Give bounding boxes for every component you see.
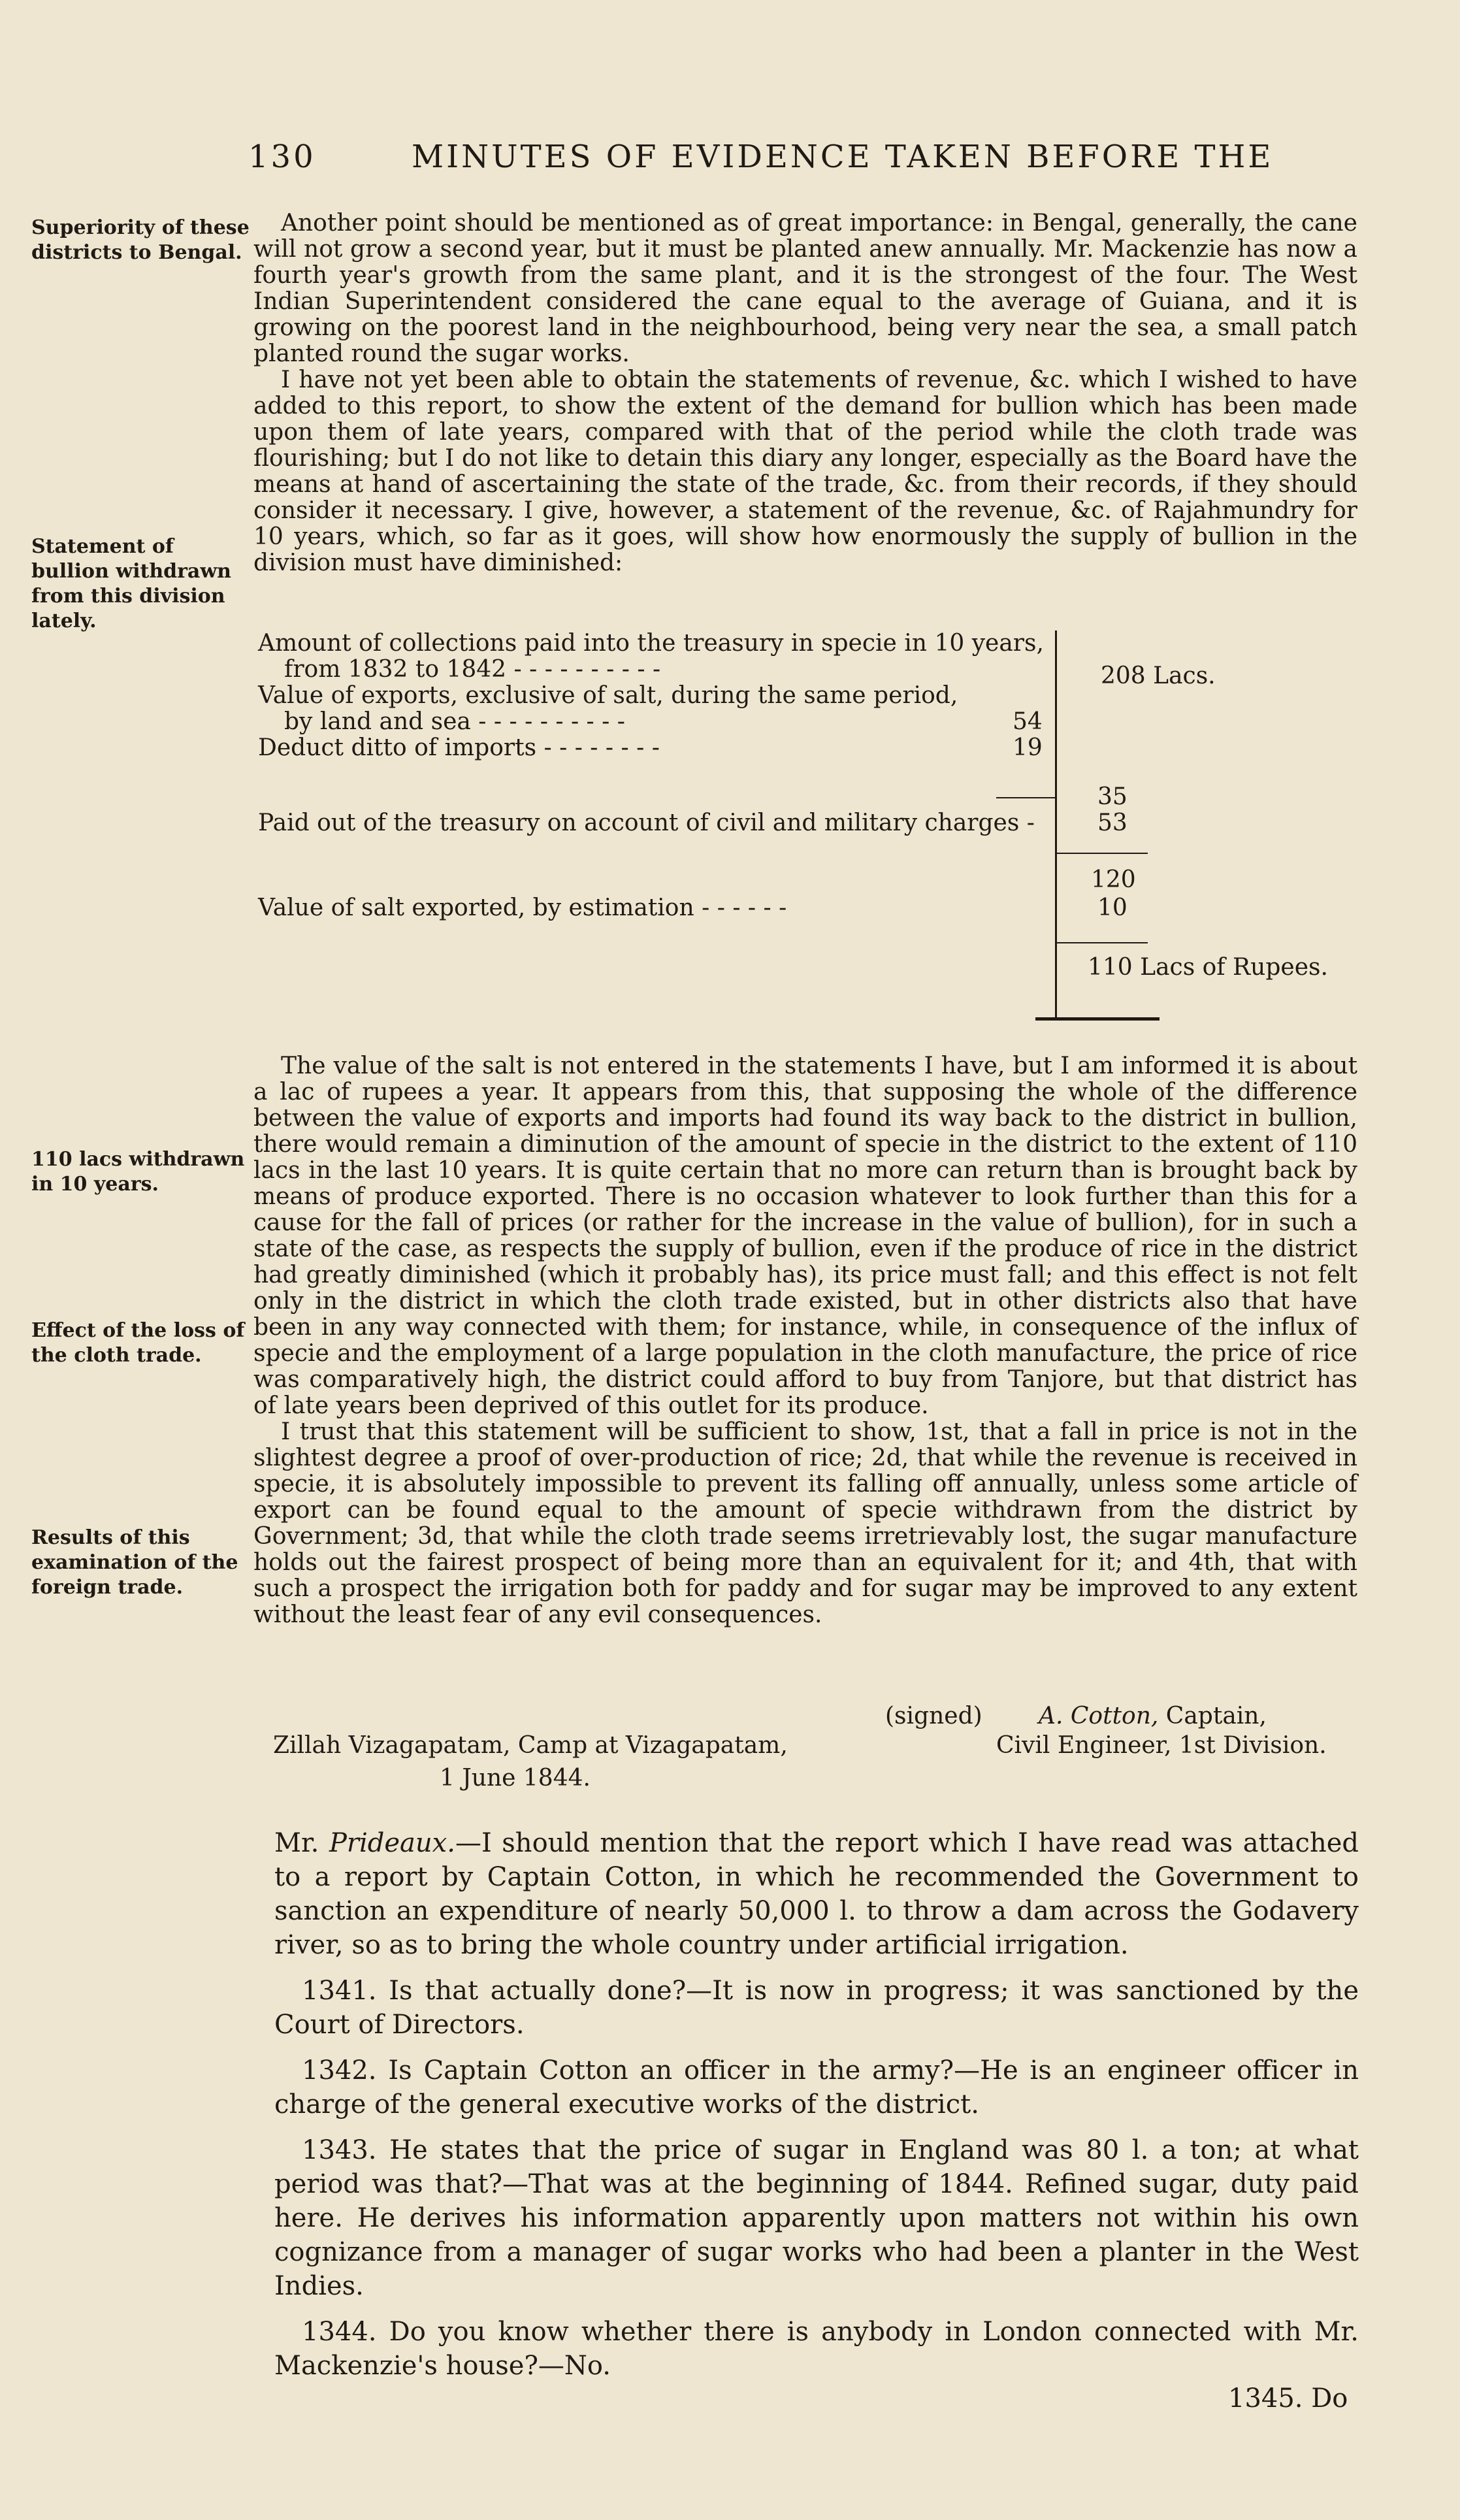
- paragraph-bullion-statement: I have not yet been able to obtain the statements of revenue, &c. which I wished to have added to this report, to show the extent of the demand for bullion which has been made upon them of late years, compared with that of the period while the cloth trade was flourishing; but I do not like to detain this diary any longer, especially as the Board have the means at hand of ascertaining the state of the trade, &c. from their records, if they should consider it necessary. I give, however, a statement of the revenue, &c. of Rajahmundry for 10 years, which, so far as it goes, will show how enormously the supply of bullion in the division must have diminished:: [253, 367, 1357, 576]
- table-value-imports: 19: [1013, 734, 1043, 761]
- testimony-intro-text: —I should mention that the report which I have read was attached to a report by Captain Cotton, in which he recommended the Government to sanction an expenditure of nearly 50,000 l. to throw a dam across the Godavery river, so as to bring the whole country under artificial irrigation.: [274, 1828, 1359, 1960]
- question-1343: 1343. He states that the price of sugar in England was 80 l. a ton; at what period was that?—That was at the beginning of 1844. Refined sugar, duty paid here. He derives his information apparently upon matters not within his own cognizance from a manager of sugar works who had been a planter in the West Indies.: [274, 2135, 1359, 2301]
- table-value-subtotal: 120: [1091, 866, 1136, 893]
- table-row-charges: Paid out of the treasury on account of civil and military charges -: [258, 810, 1035, 836]
- question-1342: 1342. Is Captain Cotton an officer in the army?—He is an engineer officer in charge of the general executive works of the district.: [274, 2055, 1359, 2119]
- signatory-rank: Captain,: [1165, 1703, 1267, 1729]
- revenue-statement-table: [258, 630, 1369, 1029]
- signed-label: (signed): [885, 1703, 982, 1729]
- table-column-rule: [1055, 630, 1057, 1019]
- question-1344: 1344. Do you know whether there is anybody in London connected with Mr. Mackenzie's house?—No.: [274, 2317, 1359, 2381]
- signature-place: Zillah Vizagapatam, Camp at Vizagapatam,: [273, 1732, 788, 1759]
- body-text-bottom: [253, 1053, 1357, 1628]
- table-value-total: 110 Lacs of Rupees.: [1088, 954, 1328, 981]
- signatory-name: A. Cotton,: [1039, 1703, 1159, 1729]
- running-title: MINUTES OF EVIDENCE TAKEN BEFORE THE: [412, 139, 1274, 175]
- page-number: 130: [248, 139, 316, 175]
- question-1341: 1341. Is that actually done?—It is now in progress; it was sanctioned by the Court of Directors.: [274, 1976, 1359, 2040]
- table-rule-subtotal: [1056, 853, 1148, 854]
- catchword: 1345. Do: [1228, 2383, 1348, 2414]
- margin-note-cloth: Effect of the loss of the cloth trade.: [31, 1319, 245, 1367]
- signature-date: 1 June 1844.: [440, 1765, 591, 1792]
- table-row-imports: Deduct ditto of imports - - - - - - - -: [258, 734, 660, 761]
- paragraph-conclusions: I trust that this statement will be sufficient to show, 1st, that a fall in price is not in the slightest degree a proof of over-production of rice; 2d, that while the revenue is received in specie, it is absolutely impossible to prevent its falling off annually, unless some article of export can be found equal to the amount of specie withdrawn from the district by Government; 3d, that while the cloth trade seems irretrievably lost, the sugar manufacture holds out the fairest prospect of being more than an equivalent for it; and 4th, that with such a prospect the irrigation both for paddy and for sugar may be improved to any extent without the least fear of any evil consequences.: [253, 1418, 1357, 1628]
- body-text-top: [253, 210, 1357, 576]
- margin-note-results: Results of this examination of the foreign trade.: [31, 1526, 238, 1599]
- table-rule-total: [1056, 942, 1148, 943]
- paragraph-salt-value: The value of the salt is not entered in the statements I have, but I am informed it is about a lac of rupees a year. It appears from this, that supposing the whole of the difference between the value of exports and imports had found its way back to the district in bullion, there would remain a diminution of the amount of specie in the district to the extent of 110 lacs in the last 10 years. It is quite certain that no more can return than is brought back by means of produce exported. There is no occasion whatever to look further than this for a cause for the fall of prices (or rather for the increase in the value of bullion), for in such a state of the case, as respects the supply of bullion, even if the produce of rice in the district had greatly diminished (which it probably has), its price must fall; and this effect is not felt only in the district in which the cloth trade existed, but in other districts also that have been in any way connected with them; for instance, while, in consequence of the influx of specie and the employment of a large population in the cloth manufacture, the price of rice was comparatively high, the district could afford to buy from Tanjore, but that district has of late years been deprived of this outlet for its produce.: [253, 1053, 1357, 1419]
- paragraph-sugar-cane: Another point should be mentioned as of great importance: in Bengal, generally, the cane will not grow a second year, but it must be planted anew annually. Mr. Mackenzie has now a fourth year's growth from the same plant, and it is the strongest of the four. The West Indian Superintendent considered the cane equal to the average of Guiana, and it is growing on the poorest land in the neighbourhood, being very near the sea, a small patch planted round the sugar works.: [253, 210, 1357, 367]
- table-value-charges: 53: [1097, 810, 1127, 836]
- table-rule-imports: [996, 797, 1055, 798]
- table-value-collections: 208 Lacs.: [1101, 663, 1216, 689]
- signature-block: [1039, 1702, 1267, 1731]
- table-row-salt: Value of salt exported, by estimation - - - - - -: [258, 894, 787, 921]
- margin-note-bullion: Statement of bullion withdrawn from this division lately.: [31, 535, 231, 632]
- table-value-salt: 10: [1097, 894, 1127, 921]
- signatory-office: Civil Engineer, 1st Division.: [996, 1732, 1327, 1759]
- speaker-surname: Prideaux.: [329, 1828, 455, 1858]
- table-value-exports: 54: [1013, 708, 1043, 735]
- table-rule-final: [1035, 1017, 1160, 1021]
- margin-note-withdrawn: 110 lacs withdrawn in 10 years.: [31, 1148, 245, 1196]
- table-row-collections-period: from 1832 to 1842 - - - - - - - - - -: [284, 656, 661, 683]
- testimony-intro: [274, 1826, 1359, 1962]
- table-row-exports-means: by land and sea - - - - - - - - - -: [284, 708, 625, 735]
- table-row-collections: Amount of collections paid into the treasury in specie in 10 years,: [258, 630, 1044, 657]
- table-row-exports: Value of exports, exclusive of salt, during the same period,: [258, 682, 958, 709]
- table-value-difference: 35: [1097, 783, 1127, 810]
- margin-note-superiority: Superiority of these districts to Bengal.: [31, 216, 250, 264]
- testimony-section: [274, 1826, 1359, 2395]
- speaker-name: Mr. Prideaux.: [274, 1828, 455, 1858]
